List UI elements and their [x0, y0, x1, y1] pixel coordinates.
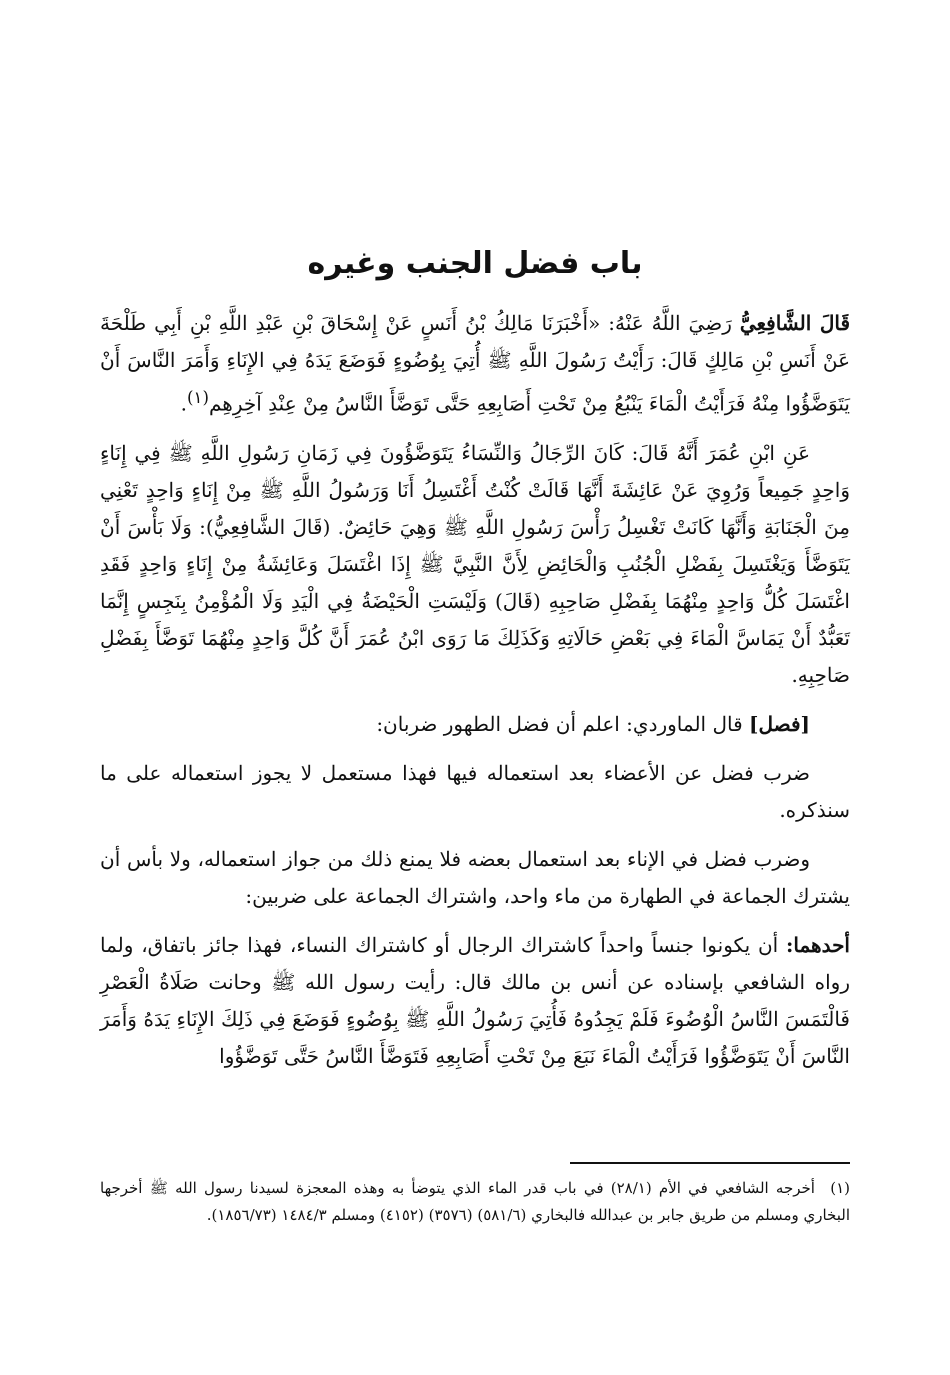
footnote-divider	[570, 1162, 850, 1164]
footnote-text: أخرجه الشافعي في الأم (٢٨/١) في باب قدر الماء الذي يتوضأ به وهذه المعجزة لسيدنا رسول الله ﷺ أخرجها البخاري ومسلم من طريق جابر بن عبدالله فالبخاري (٥٨١/٦) (٣٥٧٦) (٤١٥٢) ومسلم ١٤٨٤/٣ (١٨٥٦/٧٣).	[100, 1179, 850, 1224]
paragraph-text: قال الماوردي: اعلم أن فضل الطهور ضربان:	[376, 711, 743, 736]
footnote-marker: (١)	[830, 1179, 850, 1197]
paragraph-text: أن يكونوا جنساً واحداً كاشتراك الرجال أو كاشتراك النساء، فهذا جائز باتفاق، ولما رواه الشافعي بإسناده عن أنس بن مالك قال: رأيت رسول الله ﷺ وحانت صَلَاةُ الْعَصْرِ فَالْتَمَسَ النَّاسُ الْوُضُوءَ فَلَمْ يَجِدُوهُ فَأُتِيَ رَسُولُ اللَّهِ ﷺ بِوُضُوءٍ فَوَضَعَ فِي ذَلِكَ الإِنَاءِ يَدَهُ وَأَمَرَ النَّاسَ أَنْ يَتَوَضَّؤُوا فَرَأَيْتُ الْمَاءَ نَبَعَ مِنْ تَحْتِ أَصَابِعِهِ فَتَوَضَّأَ النَّاسُ حَتَّى تَوَضَّؤُوا	[100, 932, 850, 1068]
paragraph-fasl	[100, 706, 850, 743]
chapter-title: باب فضل الجنب وغيره	[307, 246, 643, 282]
paragraph-text: رَضِيَ اللَّهُ عَنْهُ: «أَخْبَرَنَا مَالِكُ بْنُ أَنَسٍ عَنْ إِسْحَاقَ بْنِ عَبْدِ اللَّهِ بْنِ أَبِي طَلْحَةَ عَنْ أَنَسِ بْنِ مَالِكٍ قَالَ: رَأَيْتُ رَسُولَ اللَّهِ ﷺ أُتِيَ بِوُضُوءٍ فَوَضَعَ يَدَهُ فِي الإِنَاءِ وَأَمَرَ النَّاسَ أَنْ يَتَوَضَّؤُوا مِنْهُ فَرَأَيْتُ الْمَاءَ يَنْبُعُ مِنْ تَحْتِ أَصَابِعِهِ حَتَّى تَوَضَّأَ النَّاسُ مِنْ عِنْدِ آخِرِهِم	[100, 311, 850, 416]
item-label: أحدهما:	[785, 932, 850, 957]
paragraph-first-type: ضرب فضل عن الأعضاء بعد استعماله فيها فهذا مستعمل لا يجوز استعماله على ما سنذكره.	[100, 760, 850, 822]
section-heading: [فصل]	[749, 711, 810, 736]
paragraph-ibn-umar: عَنِ ابْنِ عُمَرَ أَنَّهُ قَالَ: كَانَ الرِّجَالُ وَالنِّسَاءُ يَتَوَضَّؤُونَ فِي زَمَانِ رَسُولِ اللَّهِ ﷺ فِي إِنَاءٍ وَاحِدٍ جَمِيعاً وَرُوِيَ عَنْ عَائِشَةَ أَنَّهَا قَالَتْ كُنْتُ أَغْتَسِلُ أَنَا وَرَسُولُ اللَّهِ ﷺ مِنْ إِنَاءٍ وَاحِدٍ تَعْنِي مِنَ الْجَنَابَةِ وَأَنَّهَا كَانَتْ تَغْسِلُ رَأْسَ رَسُولِ اللَّهِ ﷺ وَهِيَ حَائِضٌ. (قَالَ الشَّافِعِيُّ): وَلَا بَأْسَ أَنْ يَتَوَضَّأَ وَيَغْتَسِلَ بِفَضْلِ الْجُنُبِ وَالْحَائِضِ لِأَنَّ النَّبِيَّ ﷺ إِذَا اغْتَسَلَ وَعَائِشَةُ مِنْ إِنَاءٍ وَاحِدٍ فَقَدِ اغْتَسَلَ كُلُّ وَاحِدٍ مِنْهُمَا بِفَضْلِ صَاحِبِهِ (قَالَ) وَلَيْسَتِ الْحَيْضَةُ فِي الْيَدِ وَلَا الْمُؤْمِنُ بِنَجِسٍ إِنَّمَا تَعَبُّدٌ أَنْ يَمَاسَّ الْمَاءَ فِي بَعْضِ حَالَاتِهِ وَكَذَلِكَ مَا رَوَى ابْنُ عُمَرَ أَنَّ كُلَّ وَاحِدٍ مِنْهُمَا تَوَضَّأَ بِفَضْلِ صَاحِبِهِ.	[100, 440, 850, 687]
main-text	[100, 305, 850, 1087]
paragraph-end: .	[180, 391, 188, 416]
footnote	[100, 1175, 850, 1229]
footnote-reference[interactable]: (١)	[187, 388, 209, 407]
paragraph-hadith-anas	[100, 305, 850, 423]
paragraph-ahaduhuma	[100, 927, 850, 1075]
speaker-label: قَالَ الشَّافِعِيُّ	[739, 311, 851, 335]
paragraph-second-type: وضرب فضل في الإناء بعد استعمال بعضه فلا يمنع ذلك من جواز استعماله، ولا بأس أن يشترك الجماعة في الطهارة من ماء واحد، واشتراك الجماعة على ضربين:	[100, 846, 850, 908]
